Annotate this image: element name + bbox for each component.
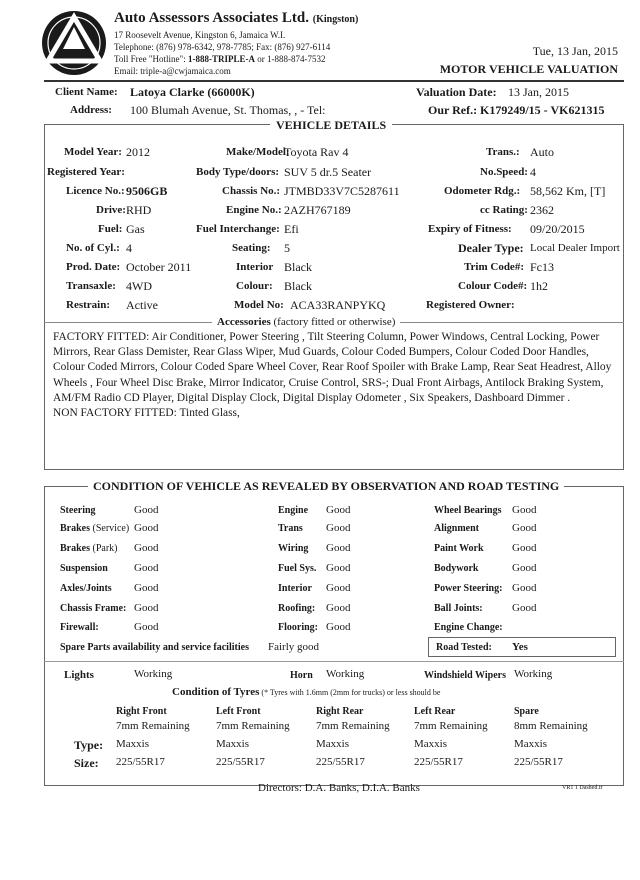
tyre-left-front-type: Maxxis [216, 738, 249, 750]
horn-value: Working [326, 668, 365, 680]
valuation-date-label: Valuation Date: [416, 85, 497, 99]
fuel-interchange-value: Efi [284, 222, 299, 236]
brakes-park-label: Brakes (Park) [60, 543, 118, 554]
restrain-value: Active [126, 298, 158, 312]
tyre-size-label: Size: [74, 756, 99, 770]
production-date-value: October 2011 [126, 260, 192, 274]
cc-rating-value: 2362 [530, 203, 554, 217]
trans-value: Auto [530, 145, 554, 159]
colour-label: Colour: [236, 280, 273, 292]
paint-work-label: Paint Work [434, 543, 484, 554]
trim-code-value: Fc13 [530, 260, 554, 274]
valuation-date-value: 13 Jan, 2015 [508, 85, 569, 99]
wheel-bearings-value: Good [512, 504, 537, 516]
company-logo [40, 9, 108, 77]
lights-value: Working [134, 668, 173, 680]
client-address-value: 100 Blumah Avenue, St. Thomas, , - Tel: [130, 103, 326, 117]
client-name-label: Client Name: [55, 86, 118, 98]
steering-label: Steering [60, 505, 96, 516]
tyre-spare-size: 225/55R17 [514, 756, 563, 768]
speed-label: No.Speed: [480, 166, 528, 178]
document-title: MOTOR VEHICLE VALUATION [439, 62, 618, 76]
registered-owner-label: Registered Owner: [426, 299, 515, 311]
drive-value: RHD [126, 203, 152, 217]
suspension-value: Good [134, 562, 159, 574]
registered-year-label: Registered Year: [47, 166, 125, 178]
non-factory-fitted-text: NON FACTORY FITTED: Tinted Glass, [53, 407, 240, 420]
tyre-spare-type: Maxxis [514, 738, 547, 750]
wheel-bearings-label: Wheel Bearings [434, 505, 502, 516]
make-model-value: Toyota Rav 4 [284, 145, 349, 159]
trans-label: Trans.: [486, 146, 520, 158]
brakes-park-value: Good [134, 542, 159, 554]
tyre-right-rear-type: Maxxis [316, 738, 349, 750]
ball-joints-value: Good [512, 602, 537, 614]
production-date-label: Prod. Date: [66, 261, 121, 273]
factory-fitted-text: FACTORY FITTED: Air Conditioner, Power Steering , Tilt Steering Column, Power Windows, Central Locking, Power Mirrors, Rear Glass Demister, Rear Glass Wiper, Mud Guards, Colour Coded Bumpers, Colour Coded Door Handles, Colour Coded Mirrors, Colour Coded Spare Wheel Cover, Rear Roof Spoiler with Brake Lamp, Rear Seat Headrest, Alloy Wheels , Four Wheel Disc Brake, Mirror Indicator, Cruise Control, SRS-; Dual Front Airbags, Antilock Braking System, AM/FM Radio CD Player, Digital Display Clock, Digital Display Odometer , Six Speakers, Dashboard Dimmer . [53, 331, 612, 404]
tyre-left-front-remaining: 7mm Remaining [216, 720, 290, 732]
company-location: (Kingston) [312, 14, 359, 25]
bodywork-label: Bodywork [434, 563, 479, 574]
axles-value: Good [134, 582, 159, 594]
company-address: 17 Roosevelt Avenue, Kingston 6, Jamaica W.I. [114, 30, 286, 40]
brakes-service-value: Good [134, 522, 159, 534]
roofing-label: Roofing: [278, 603, 316, 614]
chassis-value: JTMBD33V7C5287611 [284, 184, 400, 198]
company-telephone: Telephone: (876) 978-6342, 978-7785; Fax: (876) 927-6114 [114, 42, 331, 52]
company-name: Auto Assessors Associates Ltd. (Kingston) [114, 10, 359, 26]
fuel-interchange-label: Fuel Interchange: [196, 223, 280, 235]
tyre-right-front-type: Maxxis [116, 738, 149, 750]
reference-label: Our Ref.: [428, 103, 478, 117]
fitness-expiry-label: Expiry of Fitness: [428, 223, 512, 235]
fuel-system-value: Good [326, 562, 351, 574]
horn-label: Horn [290, 670, 313, 681]
drive-label: Drive: [96, 204, 126, 216]
road-tested-label: Road Tested: [436, 642, 492, 653]
engine-no-value: 2AZH767189 [284, 203, 351, 217]
colour-code-label: Colour Code#: [458, 280, 528, 292]
vehicle-details-title: VEHICLE DETAILS [270, 118, 392, 133]
wiring-value: Good [326, 542, 351, 554]
tyre-right-front-remaining: 7mm Remaining [116, 720, 190, 732]
power-steering-value: Good [512, 582, 537, 594]
tyre-spare-position: Spare [514, 706, 539, 717]
accessories-list [53, 330, 623, 421]
fuel-label: Fuel: [98, 223, 123, 235]
alignment-label: Alignment [434, 523, 479, 534]
restrain-label: Restrain: [66, 299, 110, 311]
tyre-left-rear-position: Left Rear [414, 706, 456, 717]
ball-joints-label: Ball Joints: [434, 603, 483, 614]
tyre-left-front-size: 225/55R17 [216, 756, 265, 768]
axles-label: Axles/Joints [60, 583, 112, 594]
client-name-value: Latoya Clarke (66000K) [130, 85, 255, 99]
engine-condition-label: Engine [278, 505, 309, 516]
suspension-label: Suspension [60, 563, 108, 574]
trans-condition-value: Good [326, 522, 351, 534]
body-type-label: Body Type/doors: [196, 166, 280, 178]
tyre-right-front-size: 225/55R17 [116, 756, 165, 768]
speed-value: 4 [530, 165, 536, 179]
bodywork-value: Good [512, 562, 537, 574]
model-no-value: ACA33RANPYKQ [290, 298, 386, 312]
firewall-label: Firewall: [60, 622, 99, 633]
engine-no-label: Engine No.: [226, 204, 282, 216]
steering-value: Good [134, 504, 159, 516]
dealer-type-value: Local Dealer Import [530, 242, 620, 254]
tyre-left-rear-size: 225/55R17 [414, 756, 463, 768]
wipers-value: Working [514, 668, 553, 680]
model-year-label: Model Year: [64, 146, 122, 158]
tyre-left-front-position: Left Front [216, 706, 261, 717]
odometer-label: Odometer Rdg.: [444, 185, 521, 197]
engine-condition-value: Good [326, 504, 351, 516]
client-address-label: Address: [70, 104, 112, 116]
trans-condition-label: Trans [278, 523, 303, 534]
chassis-frame-value: Good [134, 602, 159, 614]
tyres-title: Condition of Tyres (* Tyres with 1.6mm (2mm for trucks) or less should be [172, 686, 441, 698]
seating-label: Seating: [232, 242, 271, 254]
version-code: VR1 1 Dashed.tr [562, 785, 603, 791]
wipers-label: Windshield Wipers [424, 670, 506, 681]
tyre-left-rear-remaining: 7mm Remaining [414, 720, 488, 732]
engine-change-label: Engine Change: [434, 622, 503, 633]
odometer-value: 58,562 Km, [T] [530, 184, 606, 198]
condition-title: CONDITION OF VEHICLE AS REVEALED BY OBSERVATION AND ROAD TESTING [88, 479, 564, 494]
company-email: Email: triple-a@cwjamaica.com [114, 66, 231, 76]
flooring-value: Good [326, 621, 351, 633]
dealer-type-label: Dealer Type: [458, 241, 524, 255]
make-model-label: Make/Model: [226, 146, 290, 158]
fuel-system-label: Fuel Sys. [278, 563, 317, 574]
firewall-value: Good [134, 621, 159, 633]
spare-parts-label: Spare Parts availability and service facilities [60, 642, 249, 653]
interior-label: Interior [236, 261, 274, 273]
directors-line: Directors: D.A. Banks, D.I.A. Banks [258, 782, 420, 794]
road-tested-value: Yes [512, 641, 528, 653]
fitness-expiry-value: 09/20/2015 [530, 222, 585, 236]
model-no-label: Model No: [234, 299, 284, 311]
wiring-label: Wiring [278, 543, 309, 554]
alignment-value: Good [512, 522, 537, 534]
paint-work-value: Good [512, 542, 537, 554]
chassis-label: Chassis No.: [222, 185, 281, 197]
company-tollfree: Toll Free "Hotline": 1-888-TRIPLE-A or 1-888-874-7532 [114, 54, 326, 64]
transaxle-value: 4WD [126, 279, 152, 293]
power-steering-label: Power Steering: [434, 583, 503, 594]
spare-parts-value: Fairly good [268, 641, 320, 653]
transaxle-label: Transaxle: [66, 280, 116, 292]
licence-value: 9506GB [126, 184, 168, 198]
tyre-left-rear-type: Maxxis [414, 738, 447, 750]
tyre-right-rear-size: 225/55R17 [316, 756, 365, 768]
colour-code-value: 1h2 [530, 279, 548, 293]
lights-label: Lights [64, 669, 94, 681]
interior-value: Black [284, 260, 312, 274]
reference-value: K179249/15 - VK621315 [480, 103, 605, 117]
brakes-service-label: Brakes (Service) [60, 523, 130, 534]
chassis-frame-label: Chassis Frame: [60, 603, 127, 614]
trim-code-label: Trim Code#: [464, 261, 524, 273]
interior-condition-value: Good [326, 582, 351, 594]
tyre-spare-remaining: 8mm Remaining [514, 720, 588, 732]
tyre-type-label: Type: [74, 738, 104, 752]
body-type-value: SUV 5 dr.5 Seater [284, 165, 372, 179]
document-date: Tue, 13 Jan, 2015 [532, 44, 618, 58]
tyre-right-front-position: Right Front [116, 706, 167, 717]
model-year-value: 2012 [126, 145, 150, 159]
tyre-right-rear-position: Right Rear [316, 706, 364, 717]
cylinders-label: No. of Cyl.: [66, 242, 120, 254]
roofing-value: Good [326, 602, 351, 614]
interior-condition-label: Interior [278, 583, 312, 594]
colour-value: Black [284, 279, 312, 293]
tyre-right-rear-remaining: 7mm Remaining [316, 720, 390, 732]
fuel-value: Gas [126, 222, 145, 236]
cylinders-value: 4 [126, 241, 132, 255]
flooring-label: Flooring: [278, 622, 318, 633]
seating-value: 5 [284, 241, 290, 255]
cc-rating-label: cc Rating: [480, 204, 528, 216]
licence-label: Licence No.: [66, 185, 125, 197]
accessories-title: Accessories (factory fitted or otherwise) [212, 316, 400, 328]
